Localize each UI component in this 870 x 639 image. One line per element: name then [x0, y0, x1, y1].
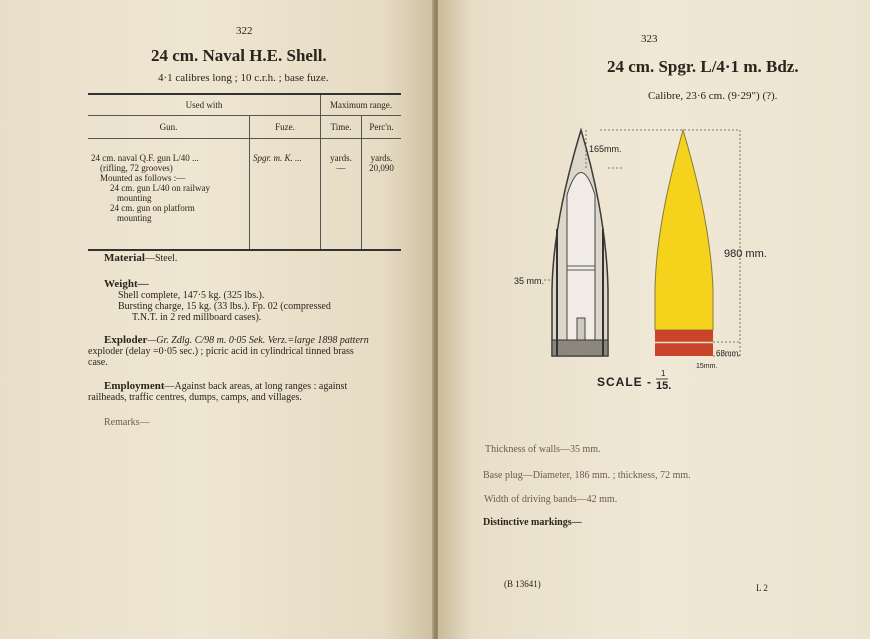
- gun-line: 24 cm. gun on platform: [110, 203, 195, 213]
- exploder-line: —Gr. Zdlg. C/98 m. 0·05 Sek. Verz.=large 1898 pattern: [147, 335, 369, 346]
- gun-line: mounting: [117, 213, 152, 223]
- dim-length-label: 980 mm.: [724, 248, 767, 260]
- col-gun: Gun.: [88, 116, 250, 139]
- exploder-tube: [577, 318, 585, 340]
- driving-band: [655, 343, 713, 356]
- base-plug: [552, 340, 608, 356]
- header-max-range: Maximum range.: [321, 94, 402, 116]
- left-page-title: 24 cm. Naval H.E. Shell.: [151, 46, 327, 65]
- exploder-line: exploder (delay =0·05 sec.) ; picric acid in cylindrical tinned brass: [88, 346, 354, 357]
- scale-label: SCALE -: [597, 375, 652, 389]
- exploder-line: case.: [88, 357, 108, 368]
- gun-line: (rifling, 72 grooves): [100, 163, 173, 173]
- explosive-fill: [655, 130, 713, 330]
- footer-signature: L 2: [756, 583, 768, 593]
- perc-value: 20,090: [369, 163, 394, 173]
- gun-line: Mounted as follows :—: [100, 173, 186, 183]
- gun-line: mounting: [117, 193, 152, 203]
- remarks-label: Remarks—: [104, 417, 150, 428]
- time-value: —: [336, 163, 346, 173]
- perc-unit: yards.: [370, 153, 393, 163]
- col-perc: Perc'n.: [362, 116, 402, 139]
- employment-label: Employment: [104, 380, 165, 392]
- fuze-cell: Spgr. m. K. ...: [250, 139, 321, 251]
- markings-label: Distinctive markings—: [483, 517, 582, 528]
- weight-line: Shell complete, 147·5 kg. (325 lbs.).: [118, 290, 265, 301]
- dim-base-label: 68mm.: [716, 349, 741, 358]
- col-time: Time.: [321, 116, 362, 139]
- dim-nose-label: 165mm.: [589, 144, 622, 154]
- material-label: Material: [104, 252, 145, 264]
- calibre-text: Calibre, 23·6 cm. (9·29") (?).: [648, 90, 778, 102]
- gun-line: 24 cm. gun L/40 on railway: [110, 183, 210, 193]
- exploder-label: Exploder: [104, 334, 148, 346]
- page-number-right: 323: [641, 33, 658, 45]
- weight-line: Bursting charge, 15 kg. (33 lbs.). Fp. 02 (compressed: [118, 301, 331, 312]
- dim-wall-label: 35 mm.: [514, 276, 545, 286]
- header-used-with: Used with: [88, 94, 321, 116]
- col-fuze: Fuze.: [250, 116, 321, 139]
- footer-code: (B 13641): [504, 579, 541, 589]
- shell-cutaway: [552, 130, 608, 356]
- material-value: —Steel.: [144, 253, 178, 264]
- base-plug-text: Base plug—Diameter, 186 mm. ; thickness, 72 mm.: [483, 470, 691, 481]
- dim-band-label: 15mm.: [696, 363, 718, 370]
- scale-denominator: 15.: [656, 380, 672, 392]
- right-page-title: 24 cm. Spgr. L/4·1 m. Bdz.: [607, 57, 799, 76]
- page-number-left: 322: [236, 25, 253, 37]
- time-unit: yards.: [330, 153, 352, 163]
- weight-line: T.N.T. in 2 red millboard cases).: [132, 312, 262, 323]
- left-page-subtitle: 4·1 calibres long ; 10 c.r.h. ; base fuze.: [158, 72, 329, 84]
- gun-line: 24 cm. naval Q.F. gun L/40 ...: [91, 153, 199, 163]
- employment-line: railheads, traffic centres, dumps, camps, and villages.: [88, 392, 302, 403]
- bands-text: Width of driving bands—42 mm.: [484, 494, 618, 505]
- employment-line: —Against back areas, at long ranges : against: [164, 381, 348, 392]
- shell-colored: [655, 130, 713, 356]
- scale-numerator: 1: [661, 369, 666, 378]
- weight-label: Weight—: [104, 278, 149, 290]
- walls-text: Thickness of walls—35 mm.: [485, 444, 601, 455]
- driving-band: [655, 330, 713, 342]
